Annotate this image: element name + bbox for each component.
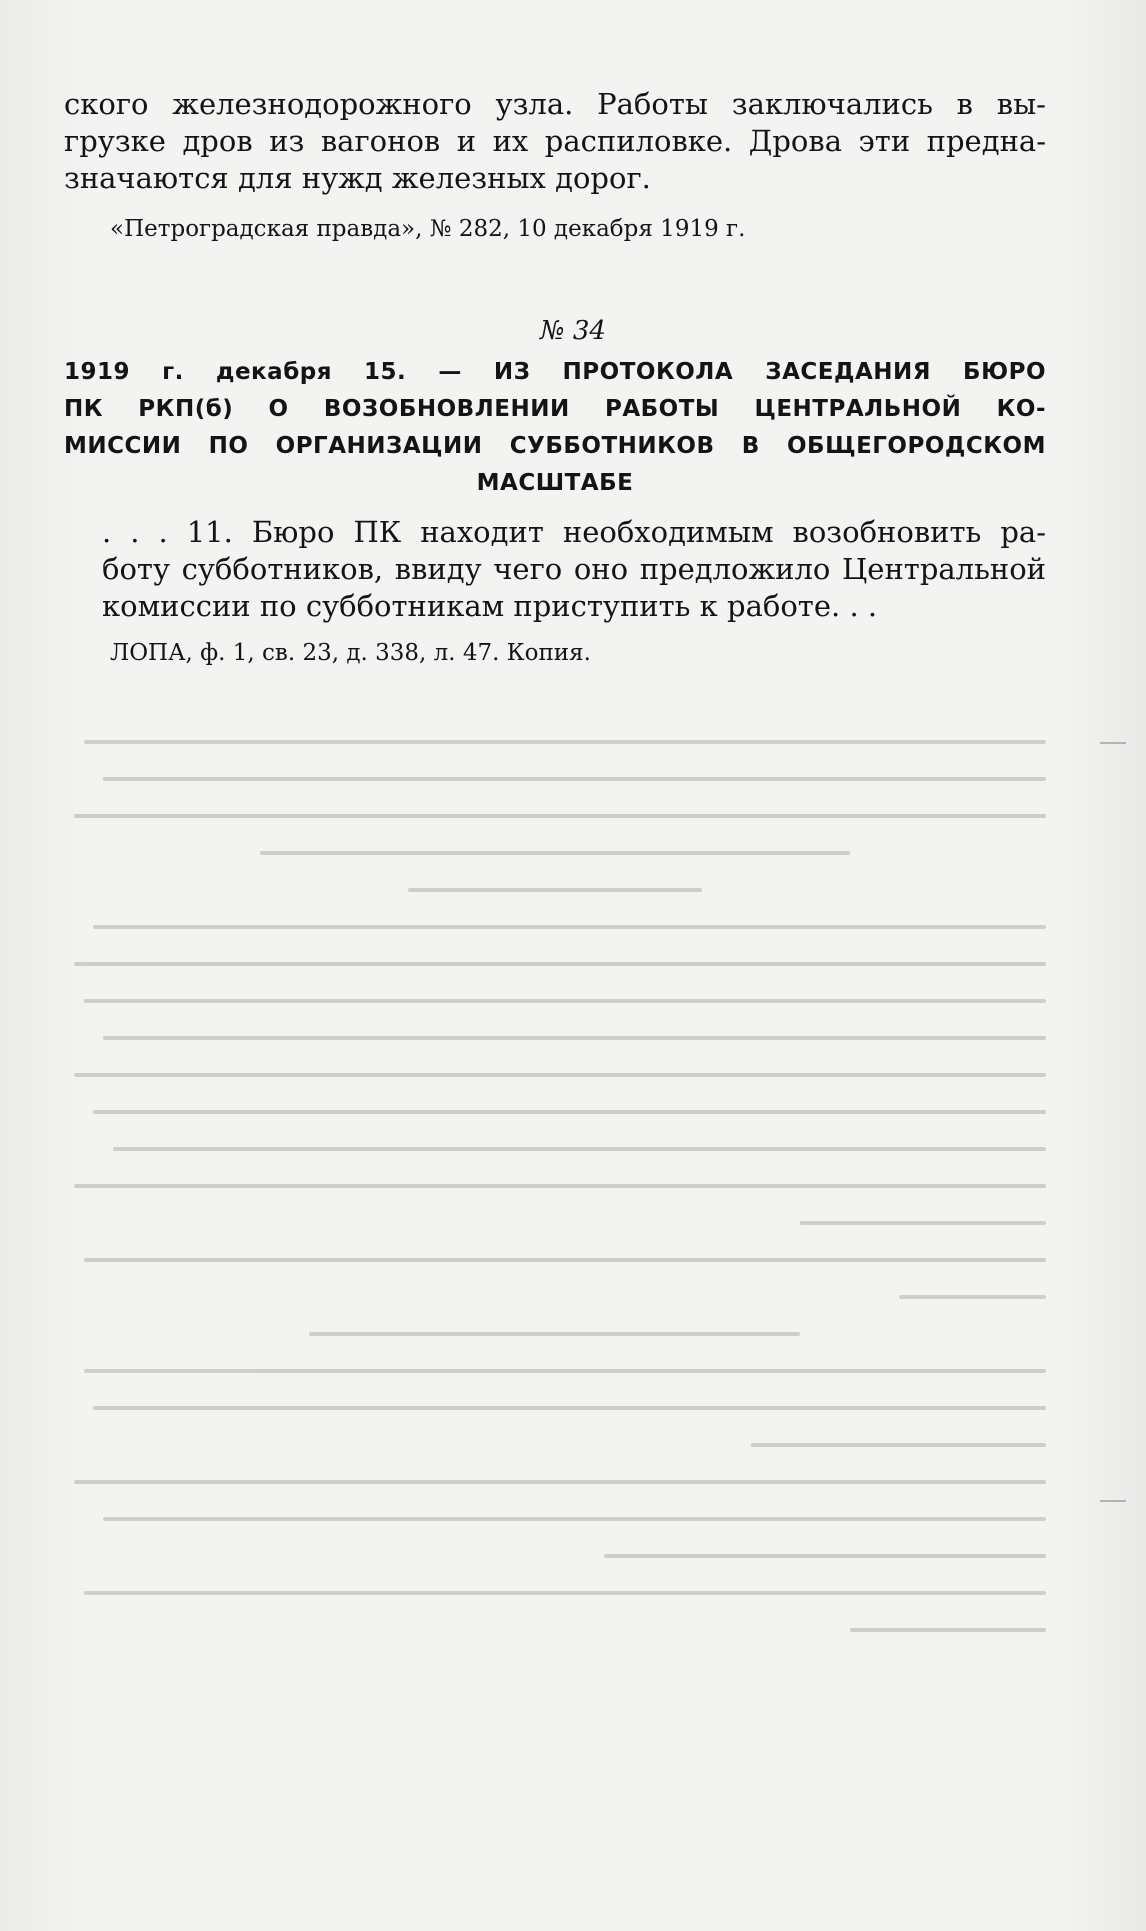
- margin-mark: [1100, 1500, 1126, 1502]
- document-number: № 34: [540, 316, 606, 346]
- heading-line: МАСШТАБЕ: [476, 470, 634, 496]
- document-heading: [64, 354, 1046, 502]
- document-body: [64, 514, 1046, 625]
- text-line: значаются для нужд железных дорог.: [64, 161, 651, 195]
- heading-line: 1919 г. декабря 15. — ИЗ ПРОТОКОЛА ЗАСЕДАНИЯ БЮРО: [64, 359, 1046, 385]
- heading-line: МИССИИ ПО ОРГАНИЗАЦИИ СУББОТНИКОВ В ОБЩЕГОРОДСКОМ: [64, 433, 1046, 459]
- reverse-side-bleed-through: [64, 740, 1046, 1790]
- text-line: грузке дров из вагонов и их распиловке. Дрова эти предна-: [64, 124, 1046, 158]
- archive-reference: ЛОПА, ф. 1, св. 23, д. 338, л. 47. Копия.: [110, 640, 591, 666]
- text-line: боту субботников, ввиду чего оно предложило Центральной: [102, 552, 1046, 586]
- opening-paragraph: [64, 86, 1046, 197]
- text-line: комиссии по субботникам приступить к работе. . .: [102, 589, 878, 623]
- text-line: . . . 11. Бюро ПК находит необходимым возобновить ра-: [102, 515, 1046, 549]
- heading-line: ПК РКП(б) О ВОЗОБНОВЛЕНИИ РАБОТЫ ЦЕНТРАЛЬНОЙ КО-: [64, 396, 1046, 422]
- text-line: ского железнодорожного узла. Работы заключались в вы-: [64, 87, 1046, 121]
- margin-mark: [1100, 742, 1126, 744]
- newspaper-citation: «Петроградская правда», № 282, 10 декабря 1919 г.: [110, 216, 746, 242]
